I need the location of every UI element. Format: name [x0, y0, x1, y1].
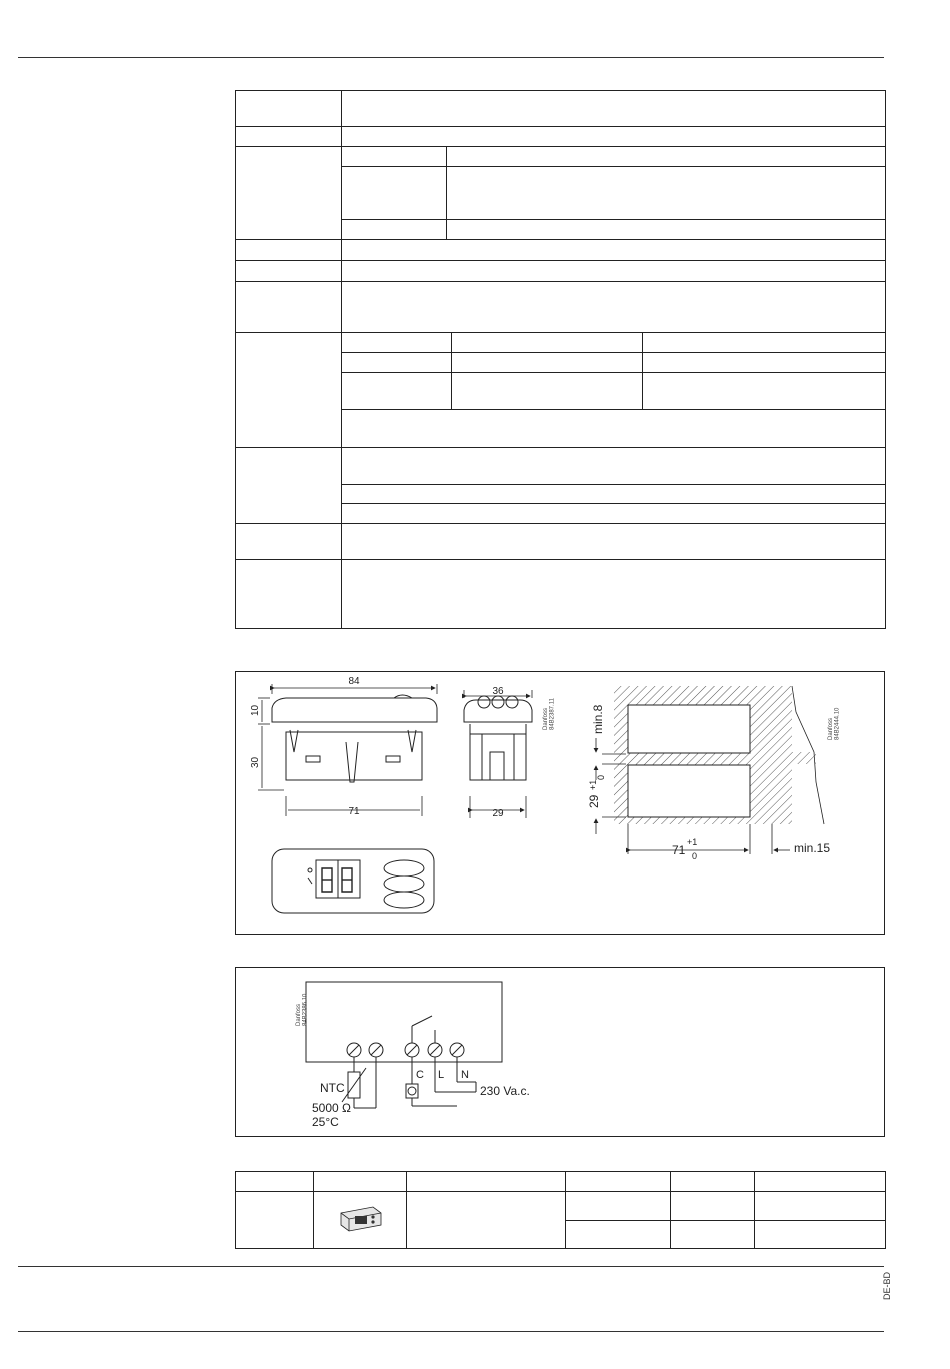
table-cell [342, 127, 886, 147]
relay-contact [412, 1016, 435, 1043]
cutout-width-label: 71 [672, 843, 686, 857]
wiring-diagram-svg [236, 968, 884, 1136]
table-cell [342, 91, 886, 127]
product-thumbnail-icon [335, 1203, 385, 1233]
table-cell [236, 524, 342, 560]
dim-side-depth-label: 36 [492, 686, 504, 697]
table-row [236, 448, 886, 485]
supply-voltage-label: 230 Va.c. [480, 1084, 530, 1098]
dimension-drawings-panel [235, 671, 885, 935]
table-cell [314, 1172, 407, 1192]
dim-side-bottom-label: 29 [492, 808, 504, 819]
table-cell [566, 1221, 671, 1249]
table-cell [671, 1192, 755, 1221]
table-cell [643, 333, 886, 353]
table-row [236, 147, 886, 167]
table-row [236, 560, 886, 629]
dim-width-label: 84 [348, 676, 360, 687]
table-cell [236, 91, 342, 127]
table-cell [236, 261, 342, 282]
table-cell [342, 410, 886, 448]
wiring-diagram-panel [235, 967, 885, 1137]
cutout-height-tol-zero: 0 [596, 774, 606, 780]
table-cell [452, 373, 643, 410]
table-row [236, 524, 886, 560]
table-row [236, 127, 886, 147]
table-cell [236, 448, 342, 524]
table-cell [447, 167, 886, 220]
footer-rule-lower [18, 1331, 884, 1332]
table-cell [342, 220, 447, 240]
table-cell [342, 485, 886, 504]
table-cell [342, 240, 886, 261]
sensor-temp-label: 25°C [312, 1115, 339, 1129]
table-cell [236, 560, 342, 629]
table-cell [342, 167, 447, 220]
header-rule [18, 57, 884, 58]
panel-cutout [614, 686, 824, 824]
front-panel-view [272, 849, 434, 913]
side-view-housing [464, 696, 532, 780]
sensor-label: NTC [320, 1081, 345, 1095]
wiring-ref-label: Danfoss84B2386.10 [296, 993, 309, 1026]
table-cell [452, 353, 643, 373]
table-cell [342, 147, 447, 167]
dimension-drawings-svg [236, 672, 884, 934]
front-view-housing [272, 695, 437, 782]
table-cell [342, 448, 886, 485]
table-cell [407, 1172, 566, 1192]
terminal-c-label: C [416, 1069, 424, 1081]
table-cell [671, 1172, 755, 1192]
table-cell [452, 333, 643, 353]
table-cell [236, 333, 342, 448]
table-cell [342, 261, 886, 282]
table-cell [236, 147, 342, 240]
table-cell [566, 1172, 671, 1192]
front-view-dimensions [258, 684, 437, 816]
ordering-table [235, 1171, 886, 1249]
table-cell [236, 127, 342, 147]
table-cell [643, 353, 886, 373]
doc-code: DE-BD [882, 1271, 892, 1300]
table-cell [671, 1221, 755, 1249]
table-cell [314, 1192, 407, 1249]
table-row [236, 333, 886, 353]
cutout-width-tol-plus: +1 [687, 837, 698, 847]
table-row [236, 282, 886, 333]
table-cell [447, 147, 886, 167]
dim-height-body-label: 30 [250, 756, 261, 768]
table-cell [566, 1192, 671, 1221]
cutout-min-top-label: min.8 [591, 704, 605, 734]
terminal-n-label: N [461, 1069, 469, 1081]
dim-bottom-width-label: 71 [348, 806, 360, 817]
terminal-screws [347, 1043, 464, 1057]
table-cell [755, 1172, 886, 1192]
table-row [236, 91, 886, 127]
table-cell [236, 240, 342, 261]
table-cell [236, 1192, 314, 1249]
table-cell [342, 282, 886, 333]
dim-height-top-label: 10 [250, 704, 261, 716]
table-cell [342, 560, 886, 629]
table-cell [643, 373, 886, 410]
wiring-lines [342, 1057, 476, 1108]
table-cell [236, 282, 342, 333]
spec-table [235, 90, 886, 629]
table-cell [236, 1172, 314, 1192]
table-row [236, 261, 886, 282]
table-cell [755, 1192, 886, 1221]
side-view-dimensions [464, 690, 532, 818]
table-row [236, 1192, 886, 1221]
table-cell [755, 1221, 886, 1249]
table-cell [407, 1192, 566, 1249]
cutout-height-label: 29 [587, 794, 601, 808]
table-cell [342, 333, 452, 353]
terminal-l-label: L [438, 1069, 445, 1081]
table-cell [342, 353, 452, 373]
cutout-ref-label: Danfoss84B2444.10 [828, 707, 841, 740]
table-row [236, 1172, 886, 1192]
seven-segment-display [322, 868, 352, 892]
table-cell [342, 504, 886, 524]
footer-rule-upper [18, 1266, 884, 1267]
table-row [236, 240, 886, 261]
side-ref-label: Danfoss84B2387.11 [543, 698, 556, 730]
table-cell [447, 220, 886, 240]
table-cell [342, 524, 886, 560]
table-cell [342, 373, 452, 410]
cutout-height-tol-plus: +1 [588, 779, 598, 790]
cutout-min-side-label: min.15 [794, 841, 831, 855]
controller-box [306, 982, 502, 1062]
cutout-width-tol-zero: 0 [692, 851, 698, 861]
sensor-value-label: 5000 Ω [312, 1101, 351, 1115]
